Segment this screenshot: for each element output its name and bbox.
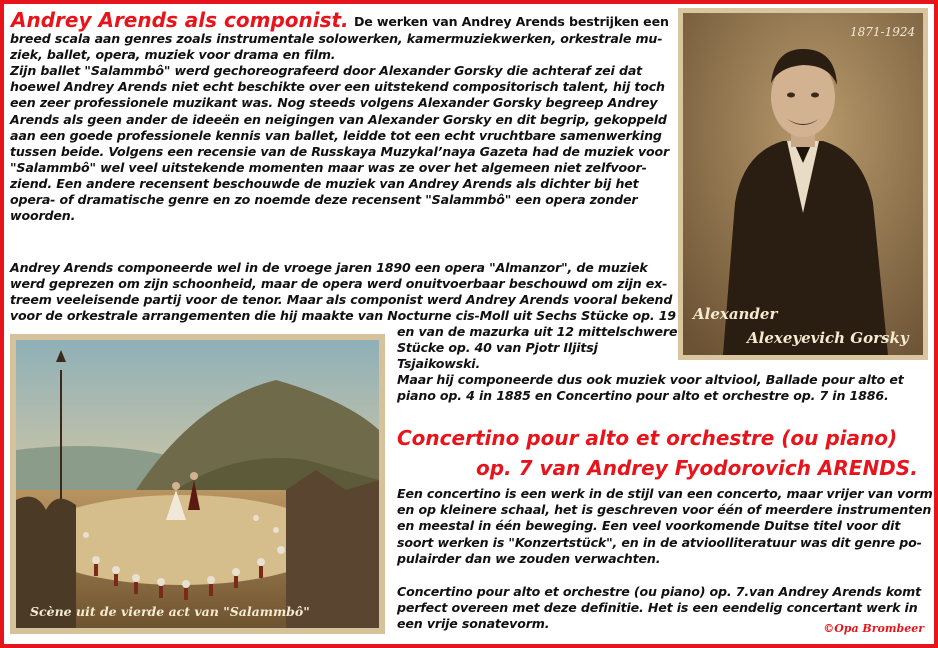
text-line: Stücke op. 40 van Pjotr Iljitsj	[397, 340, 598, 356]
text-line: Zijn ballet "Salammbô" werd gechoreografeerd door Alexander Gorsky die achteraf zei dat	[10, 63, 643, 79]
portrait-years: 1871-1924	[850, 25, 916, 39]
text-line: Andrey Arends componeerde wel in de vroege jaren 1890 een opera "Almanzor", de muziek	[10, 260, 648, 275]
text-line: opera- of dramatische genre en zo noemde deze recensent "Salammbô" een opera zonder	[10, 192, 638, 207]
text-line: en van de mazurka uit 12 mittelschwere	[397, 324, 678, 339]
portrait-caption-line2: Alexeyevich Gorsky	[747, 329, 909, 347]
text-line: "Salammbô" wel veel uitstekende momenten maar was ze over het algemeen niet zelfvoor-	[10, 159, 647, 175]
section1-intro: De werken van Andrey Arends bestrijken een	[354, 14, 669, 29]
text-line: woorden.	[10, 208, 76, 224]
text-line: perfect overeen met deze definitie. Het is een eendelig concertant werk in	[397, 600, 918, 616]
portrait-photo	[678, 8, 928, 360]
text-line: pulairder dan we zouden verwachten.	[397, 550, 661, 566]
text-line: voor de orkestrale arrangementen die hij maakte van Nocturne cis-Moll uit Sechs Stücke op. 19	[10, 308, 676, 324]
section1-title: Andrey Arends als componist.	[11, 8, 349, 32]
text-line: ziek, ballet, opera, muziek voor drama en film.	[10, 47, 336, 63]
painting-caption: Scène uit de vierde act van "Salammbô"	[30, 604, 310, 619]
text-line: aan een goede professionele kennis van ballet, leidde tot een echt vruchtbare samenwerking	[10, 127, 662, 143]
text-line: werd geprezen om zijn schoonheid, maar de opera werd onuitvoerbaar beschouwd om zijn ex-	[10, 276, 668, 292]
text-line: Concertino pour alto et orchestre (ou piano) op. 7.van Andrey Arends komt	[397, 584, 921, 599]
text-line: een vrije sonatevorm.	[397, 616, 550, 632]
painting-image	[16, 340, 379, 628]
text-line: Arends als geen ander de ideeën en neigingen van Alexander Gorsky en dit begrip, gekoppeld	[10, 111, 667, 127]
text-line: piano op. 4 in 1885 en Concertino pour alto et orchestre op. 7 in 1886.	[397, 388, 889, 404]
text-line: treem veeleisende partij voor de tenor. Maar als componist werd Andrey Arends vooral bekend	[10, 292, 673, 308]
portrait-image	[683, 13, 923, 355]
text-line: hoewel Andrey Arends niet echt beschikte over een uitstekend compositorisch talent, hij toch	[10, 79, 665, 95]
text-line: en op kleinere schaal, het is geschreven voor één of meerdere instrumenten	[397, 502, 932, 518]
text-line: Maar hij componeerde dus ook muziek voor altviool, Ballade pour alto et	[397, 372, 904, 388]
text-line: breed scala aan genres zoals instrumentale solowerken, kamermuziekwerken, orkestrale mu-	[10, 31, 663, 46]
section3-title-line2: op. 7 van Andrey Fyodorovich ARENDS.	[476, 456, 918, 480]
text-line: tussen beide. Volgens een recensie van de Russkaya Muzykal’naya Gazeta had de muziek voor	[10, 143, 670, 159]
text-line: ziend. Een andere recensent beschouwde de muziek van Andrey Arends als dichter bij het	[10, 175, 639, 191]
text-line: een zeer professionele muzikant was. Nog steeds volgens Alexander Gorsky begreep Andrey	[10, 95, 658, 111]
text-line: Een concertino is een werk in de stijl van een concerto, maar vrijer van vorm	[397, 486, 933, 501]
salammbo-painting	[10, 334, 385, 634]
portrait-caption-line1: Alexander	[693, 305, 778, 323]
copyright-notice: ©Opa Brombeer	[823, 622, 924, 635]
section3-title-line1: Concertino pour alto et orchestre (ou piano)	[397, 426, 898, 450]
text-line: Tsjaikowski.	[397, 356, 481, 372]
text-line: en meestal in één beweging. Een veel voorkomende Duitse titel voor dit	[397, 518, 901, 534]
text-line: soort werken is "Konzertstück", en in de atvioolliteratuur was dit genre po-	[397, 534, 922, 550]
